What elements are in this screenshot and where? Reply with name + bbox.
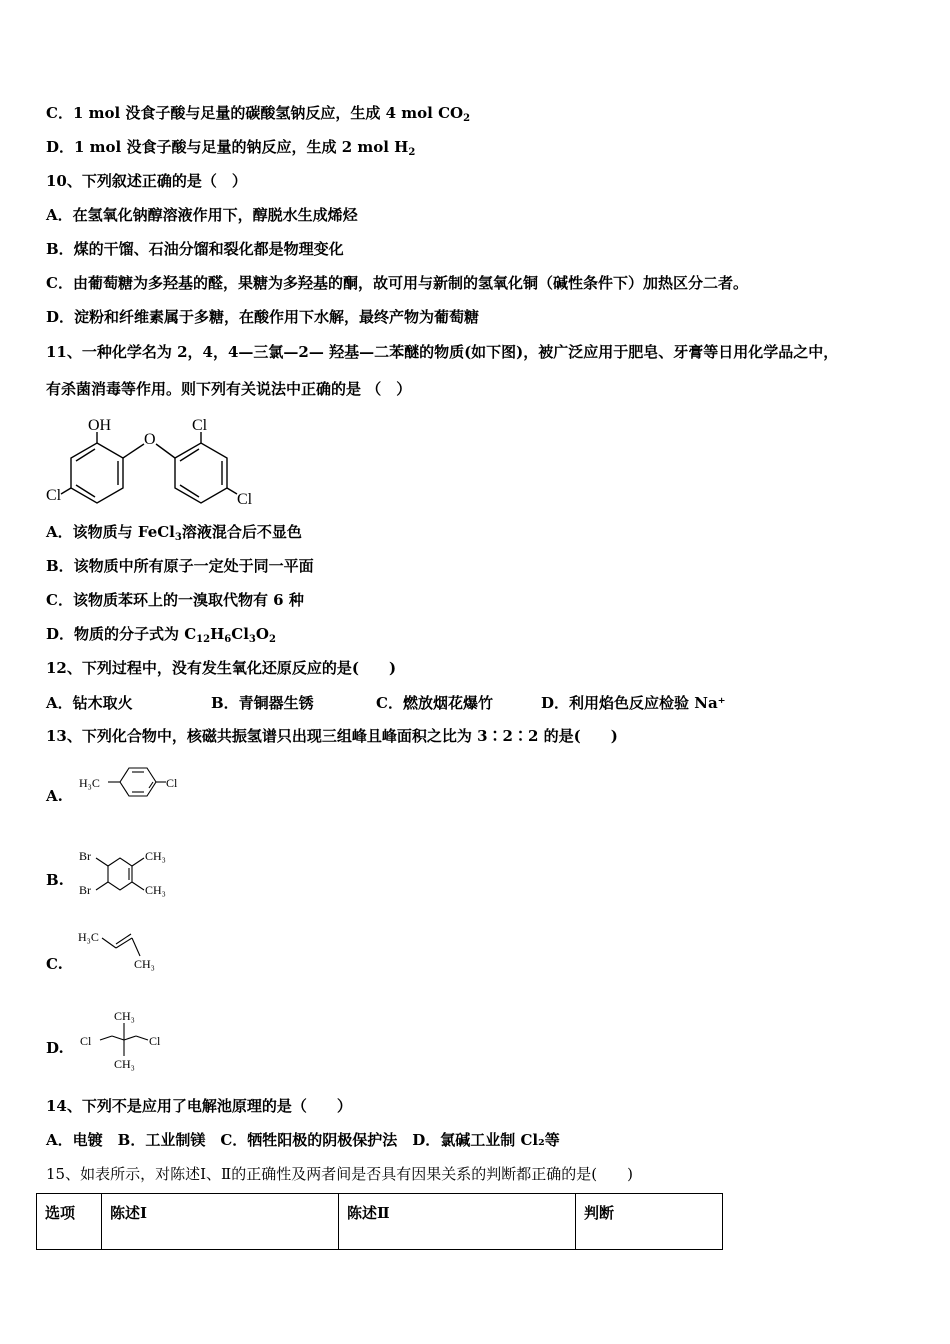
q10-option-b: B．煤的干馏、石油分馏和裂化都是物理变化: [46, 240, 344, 258]
q12-options: [46, 692, 726, 713]
cl-label-1: Cl: [192, 417, 208, 434]
q13-structure-b: [78, 846, 188, 905]
q10-option-a: A．在氢氧化钠醇溶液作用下，醇脱水生成烯烃: [46, 206, 358, 224]
table-header-cell: 陈述Ⅰ: [102, 1194, 339, 1250]
d-ch3-label-top: CH₃: [114, 1009, 135, 1023]
table-header-cell: 陈述Ⅱ: [339, 1194, 576, 1250]
b-br-label-1: Br: [79, 849, 91, 863]
q13-option-d-label: D.: [46, 1039, 64, 1057]
q9-option-d: D．1 mol 没食子酸与足量的钠反应，生成 2 mol $H_2$: [46, 138, 416, 158]
table-header-cell: 判断: [576, 1194, 723, 1250]
a-h3c-label: H₃C: [79, 776, 100, 790]
q11-stem-line2: 有杀菌消毒等作用。则下列有关说法中正确的是 （ ）: [46, 380, 412, 398]
q13-structure-d: [78, 1006, 178, 1076]
triclosan-structure: [44, 414, 264, 518]
c-h3c-label: H₃C: [78, 930, 99, 944]
table-header-cell: 选项: [37, 1194, 102, 1250]
q9-option-c: C．1 mol 没食子酸与足量的碳酸氢钠反应，生成 4 mol $CO_2$: [46, 104, 471, 124]
q11-option-a: A．该物质与 FeCl$_3$溶液混合后不显色: [46, 523, 302, 543]
c-ch3-label: CH₃: [134, 957, 155, 971]
d-cl-label-right: Cl: [149, 1034, 161, 1048]
cl-label-3: Cl: [237, 491, 253, 508]
b-br-label-2: Br: [79, 883, 91, 897]
a-cl-label: Cl: [166, 776, 178, 790]
q11-option-d: D．物质的分子式为 $C_{12}H_6Cl_3O_2$: [46, 625, 276, 645]
d-ch3-label-bottom: CH₃: [114, 1057, 135, 1071]
q15-table: [36, 1193, 723, 1250]
q13-option-a-label: A.: [46, 787, 63, 805]
ether-o-label: O: [144, 431, 156, 448]
q10-option-c: C．由葡萄糖为多羟基的醛，果糖为多羟基的酮，故可用与新制的氢氧化铜（碱性条件下）加热区分二者。: [46, 274, 748, 292]
q12-option-c: C．燃放烟花爆竹: [376, 694, 493, 712]
d-cl-label-left: Cl: [80, 1034, 92, 1048]
q13-option-b-label: B.: [46, 871, 64, 889]
q14-options: A．电镀 B．工业制镁 C．牺牲阳极的阴极保护法 D．氯碱工业制 Cl₂等: [46, 1131, 560, 1149]
q12-option-a: A．钻木取火: [46, 694, 133, 712]
q11-option-c: C．该物质苯环上的一溴取代物有 6 种: [46, 591, 304, 609]
q11-option-b: B．该物质中所有原子一定处于同一平面: [46, 557, 314, 575]
q10-option-d: D．淀粉和纤维素属于多糖，在酸作用下水解，最终产物为葡萄糖: [46, 308, 480, 326]
table-row: [37, 1194, 723, 1250]
cl-label-2: Cl: [46, 487, 62, 504]
q13-structure-a: [78, 762, 188, 810]
q11-stem-line1: 11、一种化学名为 2，4，4—三氯—2— 羟基—二苯醚的物质(如下图)，被广泛应用于肥皂、牙膏等日用化学品之中，: [46, 343, 839, 361]
q12-option-b: B．青铜器生锈: [211, 694, 314, 712]
q13-structure-c: [78, 926, 178, 980]
q12-stem: 12、下列过程中，没有发生氧化还原反应的是( ): [46, 659, 397, 677]
b-ch3-label-1: CH₃: [145, 849, 166, 863]
q10-stem: 10、下列叙述正确的是（ ）: [46, 172, 247, 190]
b-ch3-label-2: CH₃: [145, 883, 166, 897]
q13-option-c-label: C.: [46, 955, 63, 973]
q13-stem: 13、下列化合物中，核磁共振氢谱只出现三组峰且峰面积之比为 3∶2∶2 的是( ): [46, 727, 618, 745]
q12-option-d: D．利用焰色反应检验 Na⁺: [541, 694, 726, 712]
q15-stem: 15、如表所示，对陈述Ⅰ、Ⅱ的正确性及两者间是否具有因果关系的判断都正确的是( ): [46, 1165, 633, 1183]
q14-stem: 14、下列不是应用了电解池原理的是（ ）: [46, 1097, 352, 1115]
oh-label: OH: [88, 417, 112, 434]
